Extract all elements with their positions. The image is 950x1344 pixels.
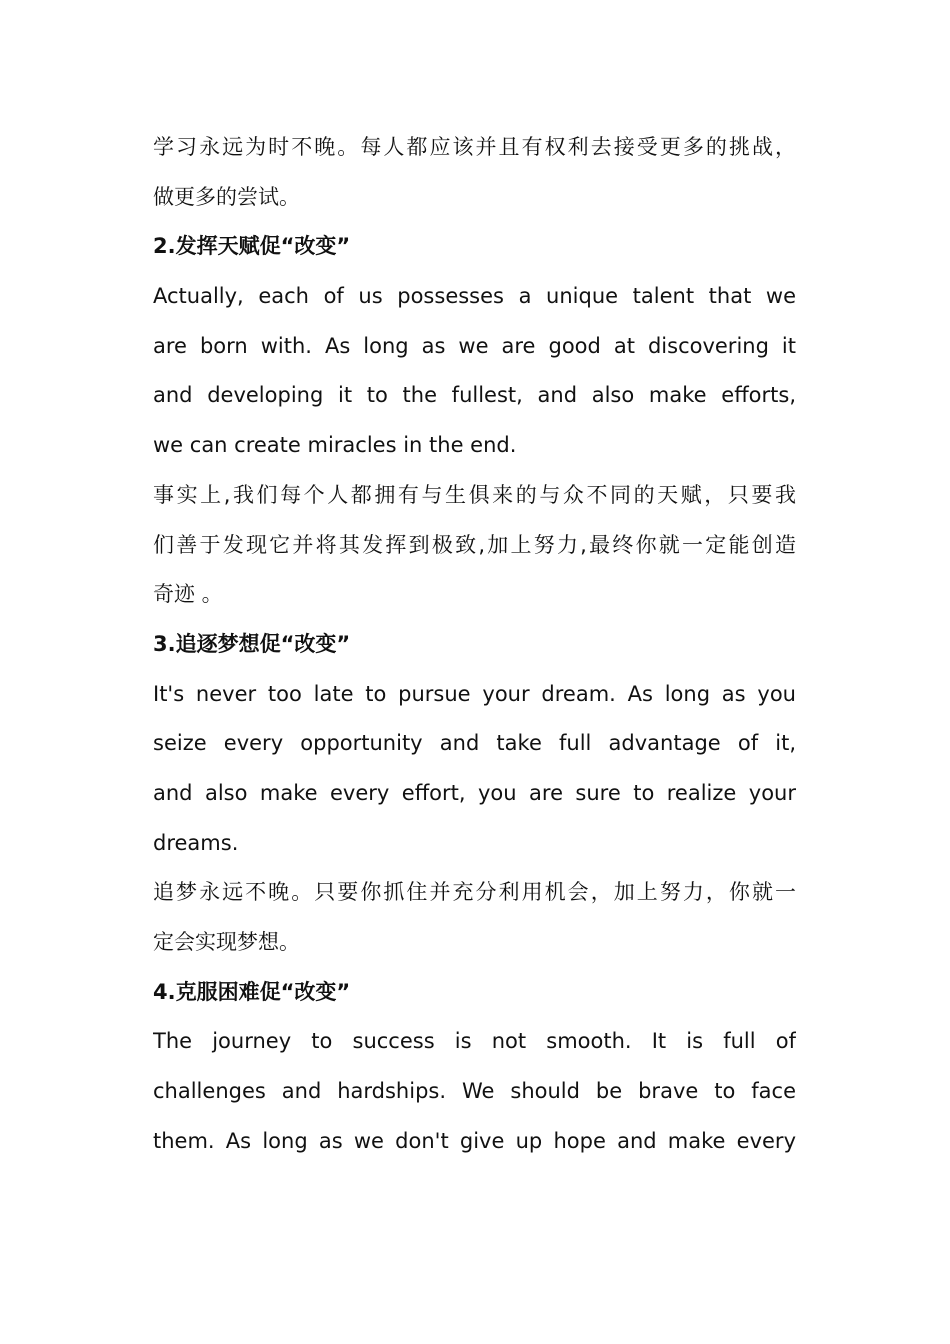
paragraph-line: 追梦永远不晚。只要你抓住并充分利用机会，加上努力，你就一 (153, 880, 796, 905)
paragraph-line: Actually, each of us possesses a unique talent that we (153, 284, 796, 309)
section-heading-difficulty: 4.克服困难促“改变” (153, 979, 351, 1004)
paragraph-line: we can create miracles in the end. (153, 433, 517, 458)
paragraph-line: dreams. (153, 830, 239, 855)
document-body (153, 123, 796, 1166)
paragraph-line: and developing it to the fullest, and also make efforts, (153, 383, 796, 408)
paragraph-line: 定会实现梦想。 (153, 930, 300, 954)
paragraph-line: 们善于发现它并将其发挥到极致,加上努力,最终你就一定能创造 (153, 532, 796, 557)
paragraph-line: 学习永远为时不晚。每人都应该并且有权利去接受更多的挑战， (153, 135, 796, 159)
section-heading-dream: 3.追逐梦想促“改变” (153, 631, 351, 656)
paragraph-line: are born with. As long as we are good at discovering it (153, 333, 796, 358)
paragraph-line: challenges and hardships. We should be brave to face (153, 1079, 796, 1104)
paragraph-line: seize every opportunity and take full advantage of it, (153, 731, 796, 756)
paragraph-line: It's never too late to pursue your dream. As long as you (153, 681, 796, 706)
paragraph-line: and also make every effort, you are sure to realize your (153, 780, 796, 805)
paragraph-line: them. As long as we don't give up hope and make every (153, 1128, 796, 1153)
paragraph-line: 奇迹 。 (153, 582, 223, 607)
paragraph-line: The journey to success is not smooth. It is full of (153, 1029, 796, 1054)
section-heading-talent: 2.发挥天赋促“改变” (153, 234, 351, 259)
paragraph-line: 做更多的尝试。 (153, 184, 300, 209)
paragraph-line: 事实上,我们每个人都拥有与生俱来的与众不同的天赋，只要我 (153, 482, 796, 507)
